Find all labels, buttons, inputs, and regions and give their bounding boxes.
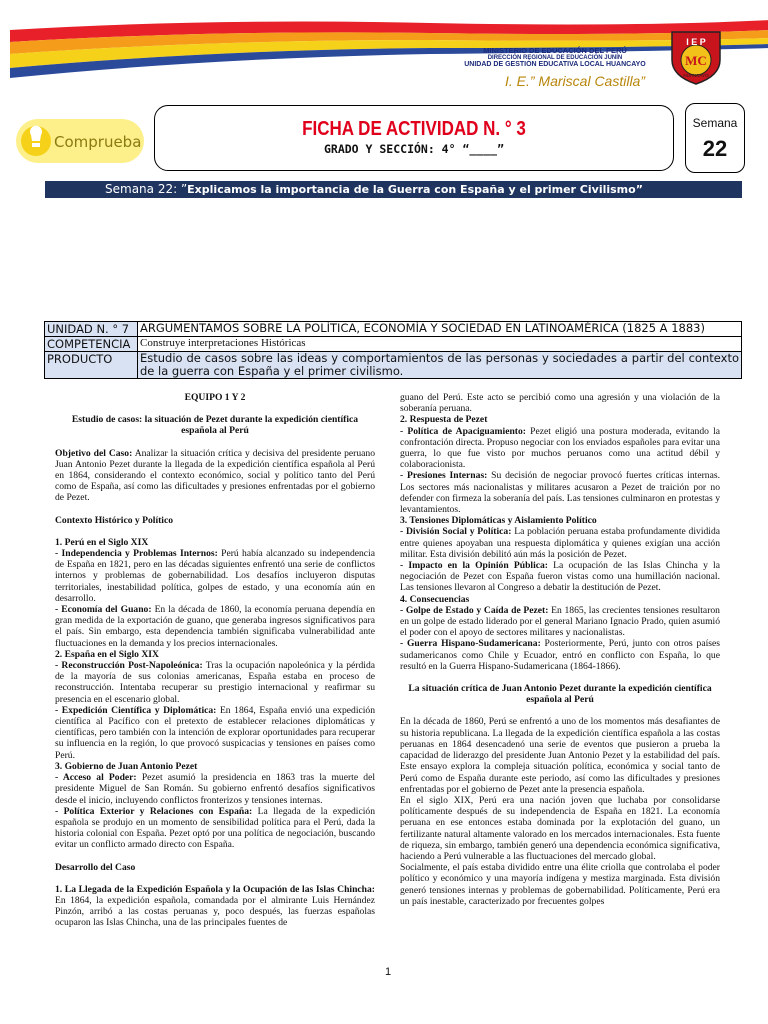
item-label: 1. La Llegada de la Expedición Española y la Ocupación de las Islas Chincha: [55, 883, 375, 895]
item-label: - Reconstrucción Post-Napoleónica: [55, 660, 203, 672]
logo-text-top: I E P [686, 37, 706, 47]
competence-value: Construye interpretaciones Históricas [138, 337, 742, 352]
logo-text-bottom: HUANCAYO [683, 73, 709, 78]
list-item [55, 660, 375, 705]
item-text: Perú había alcanzado su independencia de España en 1821, pero en las décadas siguientes enfrentó una serie de conflictos internos y problemas de gobernabilidad. Los desafíos incluyeron disputas territoriales, inestabilidad política, golpes de estado, y una economía aún en desarrollo. [55, 548, 375, 604]
ministry-line-2: DIRECCIÓN REGIONAL DE EDUCACIÓN JUNÍN [487, 54, 623, 61]
section-heading: 2. Respuesta de Pezet [400, 414, 488, 426]
school-logo [666, 24, 726, 86]
list-item [55, 772, 375, 806]
banner-text: Explicamos la importancia de la Guerra con España y el primer Civilismo” [187, 183, 643, 196]
unit-value: ARGUMENTAMOS SOBRE LA POLÍTICA, ECONOMÍA Y SOCIEDAD EN LATINOAMÉRICA (1825 A 1883) [138, 322, 742, 337]
section-heading: 3. Gobierno de Juan Antonio Pezet [55, 760, 198, 772]
section-heading: 4. Consecuencias [400, 593, 470, 605]
item-text: Su decisión de negociar provocó fuertes críticas internas. Los sectores más nacionalistas y militares acusaron a Pezet de traición por no defender con firmeza la soberanía del país. Las tensiones culminaron en protestas y levantamientos. [400, 470, 720, 516]
school-name: I. E.” Mariscal Castilla” [504, 73, 646, 89]
table-row [45, 337, 742, 352]
reading-paragraph: En el siglo XIX, Perú era una nación joven que luchaba por consolidarse políticamente después de su independencia de España en 1821. La economía peruana en ese entonces estaba dominada por la explotación del guano, un fertilizante natural altamente valorado en los mercados internacionales. Esta fuente de riqueza, sin embargo, también generó una dependencia económica significativa, haciendo a Perú vulnerable a las fluctuaciones del mercado global. [400, 794, 720, 862]
item-label: - Golpe de Estado y Caída de Pezet: [400, 604, 549, 616]
list-item [400, 426, 720, 471]
item-text: Tras la ocupación napoleónica y la pérdida de la mayoría de sus colonias americanas, España estaba en proceso de reconstrucción. Intentaba recuperar su prestigio internacional y reafirmar su presencia en el escenario global. [55, 660, 376, 705]
banner-prefix: Semana 22: ” [105, 182, 188, 196]
development-heading: Desarrollo del Caso [55, 861, 136, 873]
list-item [55, 604, 375, 649]
list-item [400, 605, 720, 639]
item-label: - Acceso al Poder: [55, 772, 137, 784]
item-text: En 1864, la expedición española, comandada por el almirante Luis Hernández Pinzón, arribó a las costas peruanas y, poco después, las fuerzas españolas ocuparon las Islas Chincha, una de las principales fuentes de [55, 894, 375, 929]
case-title: Estudio de casos: la situación de Pezet durante la expedición científica española al Perú [71, 414, 359, 437]
section-heading: 3. Tensiones Diplomáticas y Aislamiento Político [400, 515, 597, 527]
objective-text: Analizar la situación crítica y decisiva del presidente peruano Juan Antonio Pezet durante la llegada de la expedición científica española al Perú en 1864, considerando el contexto económico, social y político tanto del Perú como de España, así como las dificultades y presiones enfrentadas por el gobierno de Pezet. [55, 447, 375, 504]
item-label: - Presiones Internas: [400, 470, 488, 482]
list-item [55, 705, 375, 761]
section-heading: 1. Perú en el Siglo XIX [55, 536, 149, 548]
objective-label: Objetivo del Caso: [55, 447, 133, 459]
item-label: - División Social y Política: [400, 526, 512, 538]
item-label: - Guerra Hispano-Sudamericana: [400, 638, 541, 650]
comprueba-badge [16, 119, 144, 163]
list-item [55, 548, 375, 604]
unit-key: UNIDAD N. ° 7 [45, 322, 138, 337]
week-banner [45, 181, 742, 198]
item-label: - Economía del Guano: [55, 604, 152, 616]
page-number: 1 [384, 966, 392, 978]
list-item [55, 884, 375, 929]
item-text: En la década de 1860, la economía peruana dependía en gran medida de la exportación de guano, que generaba ingresos significativos para el país. Sin embargo, esta dependencia también significaba vulnerabilidad ante fluctuaciones en la demanda y los precios internacionales. [55, 604, 375, 649]
list-item [400, 638, 720, 672]
left-column [55, 392, 375, 929]
item-text: En 1864, España envió una expedición científica al Pacífico con el pretexto de establecer relaciones diplomáticas y científicas, pero también con la intención de explorar oportunidades para recuperar su influencia en la región, lo que provocó suspicacias y tensiones en países como Perú. [55, 704, 375, 761]
info-table [44, 321, 742, 379]
section-heading: 2. España en el Siglo XIX [55, 648, 159, 660]
comprueba-label: Comprueba [54, 133, 142, 151]
week-label: Semana [692, 116, 738, 130]
item-label: - Política de Apaciguamiento: [400, 425, 526, 437]
week-number: 22 [702, 136, 728, 161]
item-text: La población peruana estaba profundamente dividida entre quienes apoyaban una respuesta diplomática y quienes exigían una acción militar. Esta división debilitó aún más la posición de Pezet. [400, 526, 721, 560]
reading-paragraph: Socialmente, el país estaba dividido entre una élite criolla que controlaba el poder político y económico y una mayoría indígena y mestiza marginada. Esta división generó tensiones internas y problemas de gobernabilidad. Políticamente, Perú era un país inestable, caracterizado por frecuentes golpes [400, 862, 720, 907]
grade-section: GRADO Y SECCIÓN: 4° “____” [323, 142, 504, 156]
product-value: Estudio de casos sobre las ideas y comportamientos de las personas y sociedades a partir del contexto de la guerra con España y el primer civilismo. [138, 352, 742, 379]
table-row [45, 352, 742, 379]
item-label: - Expedición Científica y Diplomática: [55, 704, 217, 716]
item-text: Pezet asumió la presidencia en 1863 tras la muerte del presidente Miguel de San Román. Su gobierno enfrentó desafíos significativos desde el inicio, incluyendo conflictos fronterizos y tensiones internas. [55, 772, 375, 806]
team-heading: EQUIPO 1 Y 2 [184, 392, 246, 403]
objective-paragraph [55, 448, 375, 504]
reading-paragraph: En la década de 1860, Perú se enfrentó a uno de los momentos más desafiantes de su historia republicana. La llegada de la expedición científica española a las costas peruanas en 1864 desencadenó una serie de eventos que pusieron a prueba la capacidad de liderazgo del presidente Juan Antonio Pezet y la estabilidad del país. Este ensayo explora la compleja situación política, económica y social tanto de Perú como de España durante este periodo, así como las dificultades y presiones enfrentadas por el gobierno de Pezet ante la presencia española. [400, 716, 720, 795]
logo-text-center: MC [685, 53, 707, 68]
list-item [55, 806, 375, 851]
competence-key: COMPETENCIA [45, 337, 138, 352]
item-text: Posteriormente, Perú, junto con otros países sudamericanos como Chile y Ecuador, entró en conflicto con España, lo que resultó en la Guerra Hispano-Sudamericana (1864-1866). [400, 638, 720, 672]
item-text: La ocupación de las Islas Chincha y la negociación de Pezet con España fueron vistas como una humillación nacional. Las tensiones llevaron al Congreso a debatir la destitución de Pezet. [400, 560, 720, 594]
item-label: - Independencia y Problemas Internos: [55, 548, 218, 560]
right-column [400, 392, 720, 907]
list-item [400, 560, 720, 594]
table-row [45, 322, 742, 337]
reading-title: La situación crítica de Juan Antonio Pezet durante la expedición científica española al Perú [408, 683, 712, 706]
week-box [685, 103, 745, 173]
ministry-line-1: MINISTERIO DE EDUCACIÓN DEL PERÚ [483, 46, 627, 55]
context-heading: Contexto Histórico y Político [55, 514, 174, 526]
ministry-header [430, 47, 680, 69]
ministry-line-3: UNIDAD DE GESTIÓN EDUCATIVA LOCAL HUANCAYO [464, 61, 646, 69]
continuation-text: guano del Perú. Este acto se percibió como una agresión y una violación de la soberanía peruana. [400, 392, 720, 415]
item-text: Pezet eligió una postura moderada, evitando la confrontación directa. Propuso negociar con los enviados españoles para evitar una guerra, lo que fue visto por muchos peruanos como una actitud débil y colaboracionista. [400, 425, 721, 471]
product-key: PRODUCTO [45, 352, 138, 379]
list-item [400, 470, 720, 515]
item-label: - Política Exterior y Relaciones con España: [55, 805, 253, 817]
list-item [400, 526, 720, 560]
item-text: En 1865, las crecientes tensiones resultaron en un golpe de estado liderado por el general Mariano Ignacio Prado, quien asumió el poder con el apoyo de sectores militares y nacionalistas. [400, 604, 720, 639]
item-label: - Impacto en la Opinión Pública: [400, 560, 548, 572]
item-text: La llegada de la expedición española se produjo en un momento de sensibilidad política para el Perú, dada la historia colonial con España. Pezet optó por una política de negociación, buscando evitar un conflicto armado directo con España. [55, 805, 375, 851]
page-title: FICHA DE ACTIVIDAD N. ° 3 [302, 118, 526, 140]
